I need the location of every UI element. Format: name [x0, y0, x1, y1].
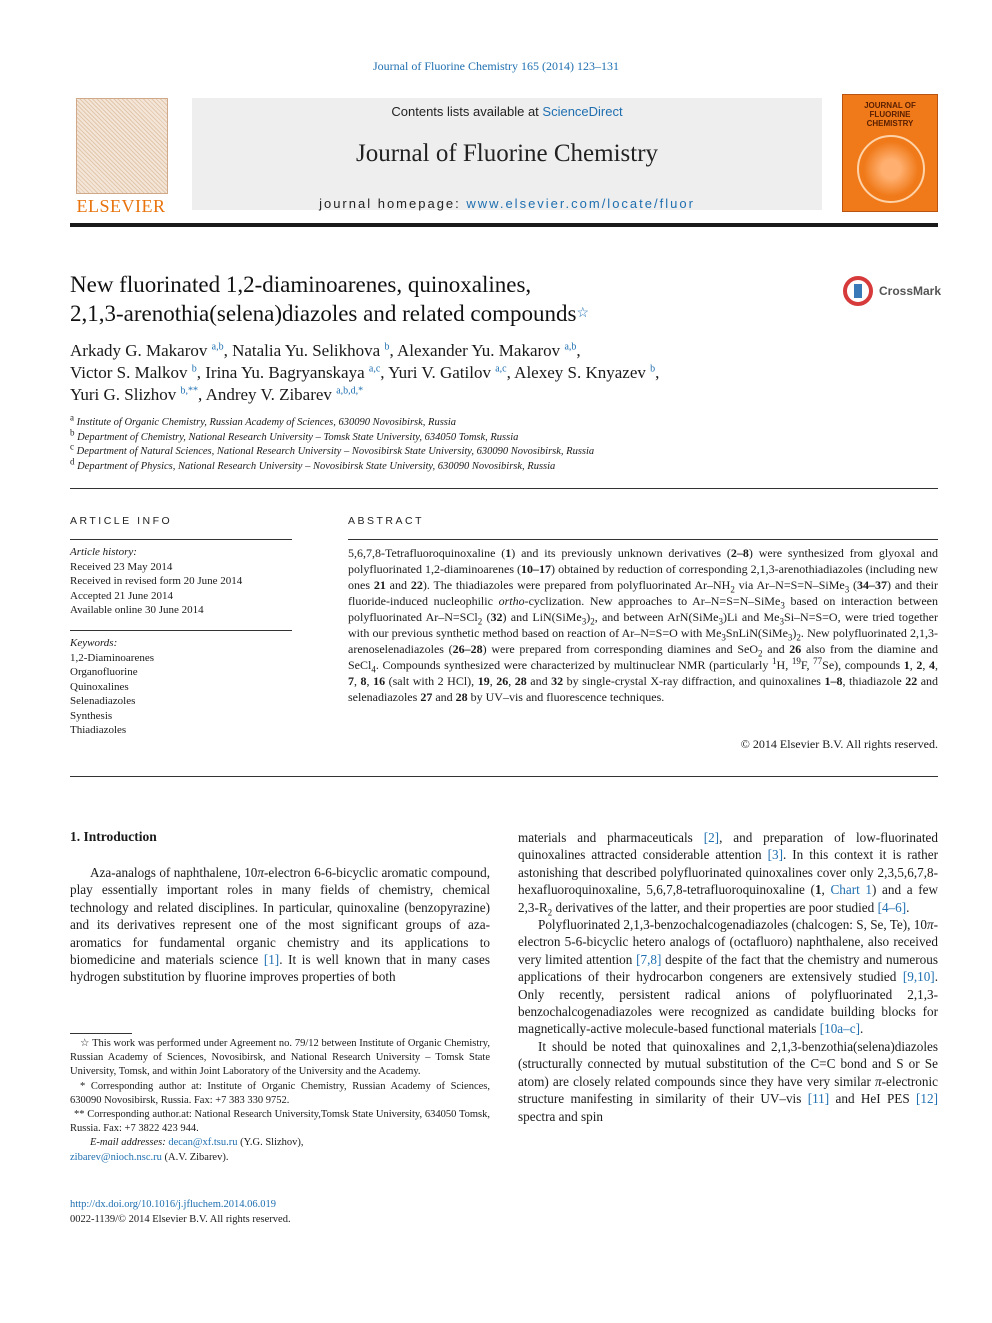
history-label: Article history:	[70, 546, 137, 558]
crossmark-badge[interactable]	[843, 276, 943, 312]
email-label: E-mail addresses:	[90, 1137, 166, 1149]
homepage-prefix: journal homepage:	[319, 196, 467, 211]
reference-link[interactable]: [7,8]	[636, 951, 662, 967]
crossmark-label: CrossMark	[879, 284, 942, 298]
email-owner: (A.V. Zibarev).	[161, 1151, 229, 1163]
email-link[interactable]: decan@xf.tsu.ru	[168, 1137, 238, 1149]
issn-line: 0022-1139/© 2014 Elsevier B.V. All rights reserved.	[70, 1214, 291, 1225]
affiliation-rule	[70, 488, 938, 489]
elsevier-tree-icon	[76, 98, 168, 194]
author[interactable]: Yuri G. Slizhov $^{b,**}$	[70, 385, 198, 404]
affiliations	[70, 412, 930, 474]
contents-line	[192, 104, 822, 119]
author[interactable]: Arkady G. Makarov $^{a,b}$	[70, 341, 224, 360]
footnote-rule	[70, 1033, 132, 1034]
homepage-link[interactable]: www.elsevier.com/locate/fluor	[466, 196, 695, 211]
title-line-1: New fluorinated 1,2-diaminoarenes, quinoxalines,	[70, 272, 532, 297]
intro-paragraph-left: Aza-analogs of naphthalene, 10π-electron 6-6-bicyclic aromatic compound, play essentially important roles in many fields of chemistry, chemical technology and related disciplines. In particular, quinoxaline (benzopyrazine) and its derivatives represent one of the most significant groups of aza-aromatics for fundamental organic chemistry and its applications to biomedicine and materials science [1]. It is well known that in many cases hydrogen substitution by fluorine improves properties of both	[70, 865, 490, 985]
title-footnote-star[interactable]: ☆	[576, 306, 590, 321]
author-list: Arkady G. Makarov $^{a,b}$, Natalia Yu. Selikhova $^b$, Alexander Yu. Makarov $^{a,b}$, Victor S. Malkov $^b$, Irina Yu. Bagryanskaya $^{a,c}$, Yuri V. Gatilov $^{a,c}$, Alexey S. Knyazev $^b$, Yuri G. Slizhov $^{b,**}$, Andrey V. Zibarev $^{a,b,d,*}$	[70, 341, 660, 404]
journal-homepage	[192, 196, 822, 211]
affiliation: $^b$ Department of Chemistry, National Research University – Tomsk State University, 634050 Tomsk, Russia	[70, 427, 519, 443]
history-item: Available online 30 June 2014	[70, 604, 204, 616]
author[interactable]: Alexander Yu. Makarov $^{a,b}$	[397, 341, 577, 360]
history-item: Accepted 21 June 2014	[70, 589, 173, 602]
keywords-label: Keywords:	[70, 637, 118, 649]
keywords-rule	[70, 630, 292, 631]
cover-title: JOURNAL OF FLUORINE CHEMISTRY	[864, 101, 916, 128]
journal-cover-image[interactable]	[842, 94, 938, 212]
author[interactable]: Alexey S. Knyazev $^b$	[514, 363, 656, 382]
keyword: Thiadiazoles	[70, 724, 127, 736]
reference-link[interactable]: [10a–c]	[819, 1021, 860, 1037]
history-item: Received 23 May 2014	[70, 560, 173, 573]
chart-link[interactable]: Chart 1	[830, 882, 873, 898]
header-rule	[70, 223, 938, 227]
reference-link[interactable]: [2]	[703, 830, 720, 845]
keyword: Organofluorine	[70, 666, 138, 678]
reference-link[interactable]: [4–6]	[877, 899, 907, 915]
keywords	[70, 636, 292, 738]
doi-block	[70, 1197, 490, 1227]
reference-link[interactable]: [9,10]	[902, 969, 935, 985]
elsevier-logo[interactable]	[70, 98, 172, 214]
affiliation: $^c$ Department of Natural Sciences, National Research University – Novosibirsk State University, 630090 Novosibirsk, Russia	[70, 441, 595, 457]
affiliation: $^a$ Institute of Organic Chemistry, Russian Academy of Sciences, 630090 Novosibirsk, Russia	[70, 412, 457, 428]
title-line-2: 2,1,3-arenothia(selena)diazoles and related compounds	[70, 301, 577, 326]
abstract-heading: ABSTRACT	[348, 515, 425, 527]
journal-header	[70, 94, 938, 220]
author[interactable]: Irina Yu. Bagryanskaya $^{a,c}$	[205, 363, 381, 382]
reference-link[interactable]: [3]	[767, 847, 783, 863]
intro-paragraph-right: materials and pharmaceuticals [2], and preparation of low-fluorinated quinoxalines attracted considerable attention [3]. In this context it is rather astonishing that described polyfluorinated quinoxalines cover only 2,3,5,6,7,8-hexafluoroquinoxaline, 5,6,7,8-tetrafluoroquinoxaline (1, Chart 1) and a few $2,3-R_2$ derivatives of the latter, and their properties are poor studied [4–6]. Polyfluorinated 2,1,3-benzochalcogenadiazoles (chalcogen: S, Se, Te), 10π-electron 5-6-bicyclic hetero analogs of (octafluoro) naphthalene, also received very limited attention [7,8] despite of the fact that the chemistry and numerous applications of their hydrocarbon congeners are extensively studied [9,10]. Only recently, persistent radical anions of polyfluorinated 2,1,3-benzochalcogenadiazoles were recognized as candidate building blocks for magnetically-active molecule-based functional materials [10a–c]. It should be noted that quinoxalines and 2,1,3-benzothia(selena)diazoles (structurally connected by mutual substitution of the C=C bond and S or Se atom) are closely related compounds since they have very similar π-electronic structure manifesting in similarity of their UV–vis [11] and HeI PES [12] spectra and spin	[518, 830, 938, 1124]
article-title	[70, 270, 830, 328]
footnotes: ☆ This work was performed under Agreement no. 79/12 between Institute of Organic Chemistry, Russian Academy of Sciences, Novosibirsk, and National Research University – Tomsk State University, Tomsk, and within Joint Laboratory of the University and the Academy. * Corresponding author at: Institute of Organic Chemistry, Russian Academy of Sciences, 630090 Novosibirsk, Russia. Fax: +7 383 330 9752. ** Corresponding author.at: National Research University,Tomsk State University, 634050 Tomsk, Russia. Fax: +7 3822 423 944. E-mail addresses: decan@xf.tsu.ru (Y.G. Slizhov), zibarev@nioch.nsc.ru (A.V. Zibarev).	[70, 1038, 490, 1163]
keyword: Quinoxalines	[70, 680, 129, 693]
author[interactable]: Andrey V. Zibarev $^{a,b,d,*}$	[205, 385, 364, 404]
section-heading: 1. Introduction	[70, 829, 157, 844]
abstract-rule	[348, 539, 938, 540]
reference-link[interactable]: [1]	[263, 952, 280, 968]
reference-link[interactable]: [11]	[807, 1091, 830, 1107]
abstract-copyright: © 2014 Elsevier B.V. All rights reserved.	[740, 737, 938, 751]
elsevier-wordmark: ELSEVIER	[76, 196, 166, 216]
journal-banner	[192, 98, 822, 210]
doi-link[interactable]: http://dx.doi.org/10.1016/j.jfluchem.2014.06.019	[70, 1199, 277, 1210]
article-info-rule	[70, 539, 292, 540]
keyword: 1,2-Diaminoarenes	[70, 651, 154, 664]
affiliation: $^d$ Department of Physics, National Research University – Novosibirsk State University, 630090 Novosibirsk, Russia	[70, 456, 556, 472]
reference-link[interactable]: [12]	[916, 1091, 938, 1107]
history-item: Received in revised form 20 June 2014	[70, 575, 243, 587]
author[interactable]: Yuri V. Gatilov $^{a,c}$	[388, 363, 507, 382]
article-history	[70, 545, 292, 618]
email-owner: (Y.G. Slizhov),	[237, 1137, 304, 1149]
keyword: Selenadiazoles	[70, 695, 136, 707]
article-info-heading: ARTICLE INFO	[70, 515, 173, 527]
journal-name: Journal of Fluorine Chemistry	[355, 140, 659, 167]
abstract-bottom-rule	[70, 776, 938, 777]
contents-prefix: Contents lists available at	[391, 104, 543, 119]
author[interactable]: Victor S. Malkov $^b$	[70, 363, 197, 382]
keyword: Synthesis	[70, 709, 113, 722]
crossmark-icon	[843, 276, 873, 306]
sciencedirect-link[interactable]: ScienceDirect	[542, 104, 623, 119]
author[interactable]: Natalia Yu. Selikhova $^b$	[232, 341, 390, 360]
journal-citation[interactable]: Journal of Fluorine Chemistry 165 (2014) 123–131	[373, 59, 619, 73]
cover-atom-icon	[857, 135, 925, 203]
email-link[interactable]: zibarev@nioch.nsc.ru	[70, 1151, 162, 1163]
abstract-text: 5,6,7,8-Tetrafluoroquinoxaline (1) and its previously unknown derivatives (2–8) were synthesized from glyoxal and polyfluorinated 1,2-diaminoarenes (10–17) obtained by reduction of corresponding 2,1,3-arenothiadiazoles (including new ones 21 and 22). The thiadiazoles were prepared from polyfluorinated $Ar-NH_2$ via Ar–N=S=N–SiMe$_3$ (34–37) and their fluoride-induced nucleophilic ortho-cyclization. New approaches to Ar–N=S=N–SiMe$_3$ based on interaction between polyfluorinated Ar–N=SCl$_2$ (32) and $LiN(SiMe_3)_2$, and between ArN(SiMe$_3$)Li and $Me_3Si-N=S=O$, were tried together with our previous synthetic method based on reaction of Ar–N=S=O with $Me_3SnLiN(SiMe_3)_2$. New polyfluorinated 2,1,3-arenoselenadiazoles (26–28) were prepared from corresponding diamines and SeO$_2$ and 26 also from the diamine and SeCl$_4$. Compounds synthesized were characterized by multinuclear NMR (particularly $^1$H, $^{19}$F, $^{77}$Se), compounds 1, 2, 4, 7, 8, 16 (salt with 2 HCl), 19, 26, 28 and 32 by single-crystal X-ray diffraction, and quinoxalines 1–8, thiadiazole 22 and selenadiazoles 27 and 28 by UV–vis and fluorescence techniques.	[348, 546, 939, 704]
